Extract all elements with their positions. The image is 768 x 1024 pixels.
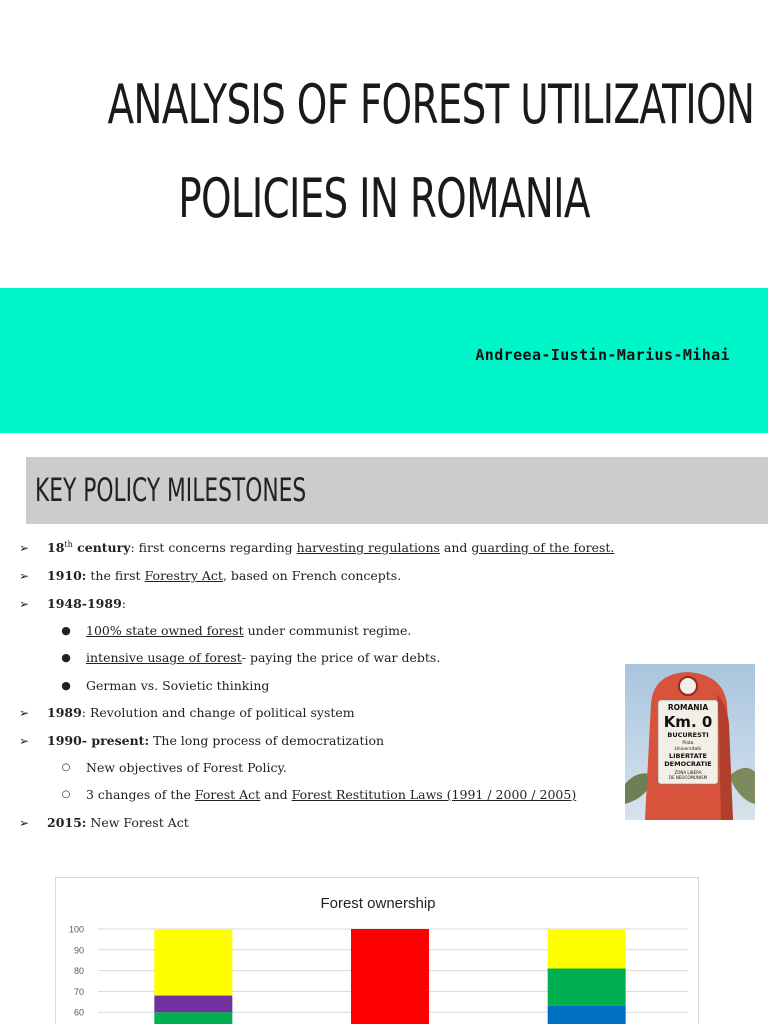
link-guarding-forest: guarding of the forest. <box>471 540 615 555</box>
milestone-2015: ➢ 2015: New Forest Act <box>47 813 189 833</box>
forest-ownership-chart <box>55 877 699 1024</box>
sign-top-circle <box>679 677 697 695</box>
link-restitution-laws: Forest Restitution Laws (1991 / 2000 / 2005 <box>291 787 572 802</box>
bar-segment <box>351 929 429 1024</box>
milestone-1990-present: ➢ 1990- present: The long process of democratization <box>47 731 384 751</box>
arrow-bullet-icon: ➢ <box>18 816 30 830</box>
arrow-bullet-icon: ➢ <box>18 569 30 583</box>
sign-line: ROMANIA <box>667 703 709 712</box>
sign-line: LIBERTATE <box>669 752 707 760</box>
title-line-2: POLICIES IN ROMANIA <box>178 167 590 230</box>
y-tick-label: 90 <box>73 945 84 956</box>
sub-item-state-owned: ● 100% state owned forest under communist regime. <box>86 621 411 641</box>
bar-segment <box>154 929 232 996</box>
chart-svg <box>56 878 700 1024</box>
sign-line: BUCURESTI <box>667 731 709 739</box>
y-tick-label: 100 <box>68 924 84 935</box>
section-title: KEY POLICY MILESTONES <box>35 471 307 509</box>
link-harvesting-regulations: harvesting regulations <box>296 540 440 555</box>
arrow-bullet-icon: ➢ <box>18 597 30 611</box>
bar-segment <box>548 969 626 1006</box>
milestone-18th-century: ➢ 18th century: first concerns regarding harvesting regulations and guarding of the forest. <box>47 538 614 558</box>
milestone-1910: ➢ 1910: the first Forestry Act, based on French concepts. <box>47 566 401 586</box>
circle-bullet-icon: ○ <box>61 789 71 800</box>
title-line-1: ANALYSIS OF FOREST UTILIZATION <box>107 73 755 136</box>
link-forest-act: Forest Act <box>194 787 261 802</box>
chart-title: Forest ownership <box>320 895 436 912</box>
bar-segment <box>548 1006 626 1024</box>
sign-line: DE NEOCOMUNISM <box>668 775 708 780</box>
sub-item-objectives: ○ New objectives of Forest Policy. <box>86 758 287 778</box>
km0-sign-photo <box>625 664 755 820</box>
dot-bullet-icon: ● <box>61 624 71 637</box>
section-header <box>26 457 768 524</box>
milestone-1989: ➢ 1989: Revolution and change of political system <box>47 703 355 723</box>
sign-line: ZONA LIBERA <box>674 770 702 775</box>
author-band <box>0 288 768 433</box>
sign-line: Universitatii <box>674 747 702 752</box>
sign-line: Piata <box>682 741 694 746</box>
sub-item-forest-act-changes: ○ 3 changes of the Forest Act and Forest Restitution Laws (1991 / 2000 / 2005) <box>86 785 576 805</box>
bar-segment <box>154 996 232 1013</box>
bar-segment <box>548 929 626 969</box>
arrow-bullet-icon: ➢ <box>18 541 30 555</box>
sign-line: DEMOCRATIE <box>664 760 712 768</box>
authors: Andreea-Iustin-Marius-Mihai <box>475 346 730 364</box>
milestone-1948-1989: ➢ 1948-1989: <box>47 594 126 614</box>
page-title <box>107 58 755 246</box>
dot-bullet-icon: ● <box>61 679 71 692</box>
circle-bullet-icon: ○ <box>61 762 71 773</box>
bar-segment <box>154 1012 232 1024</box>
sub-item-thinking: ● German vs. Sovietic thinking <box>86 676 269 696</box>
sub-item-intensive-usage: ● intensive usage of forest- paying the price of war debts. <box>86 648 440 668</box>
foliage-right <box>729 768 755 804</box>
sign-line: Km. 0 <box>663 713 713 731</box>
arrow-bullet-icon: ➢ <box>18 706 30 720</box>
dot-bullet-icon: ● <box>61 651 71 664</box>
arrow-bullet-icon: ➢ <box>18 734 30 748</box>
y-tick-label: 60 <box>73 1007 84 1018</box>
y-tick-label: 80 <box>73 966 84 977</box>
y-tick-label: 70 <box>73 986 84 997</box>
link-forestry-act: Forestry Act <box>144 568 223 583</box>
km0-sign-illustration <box>625 664 755 820</box>
